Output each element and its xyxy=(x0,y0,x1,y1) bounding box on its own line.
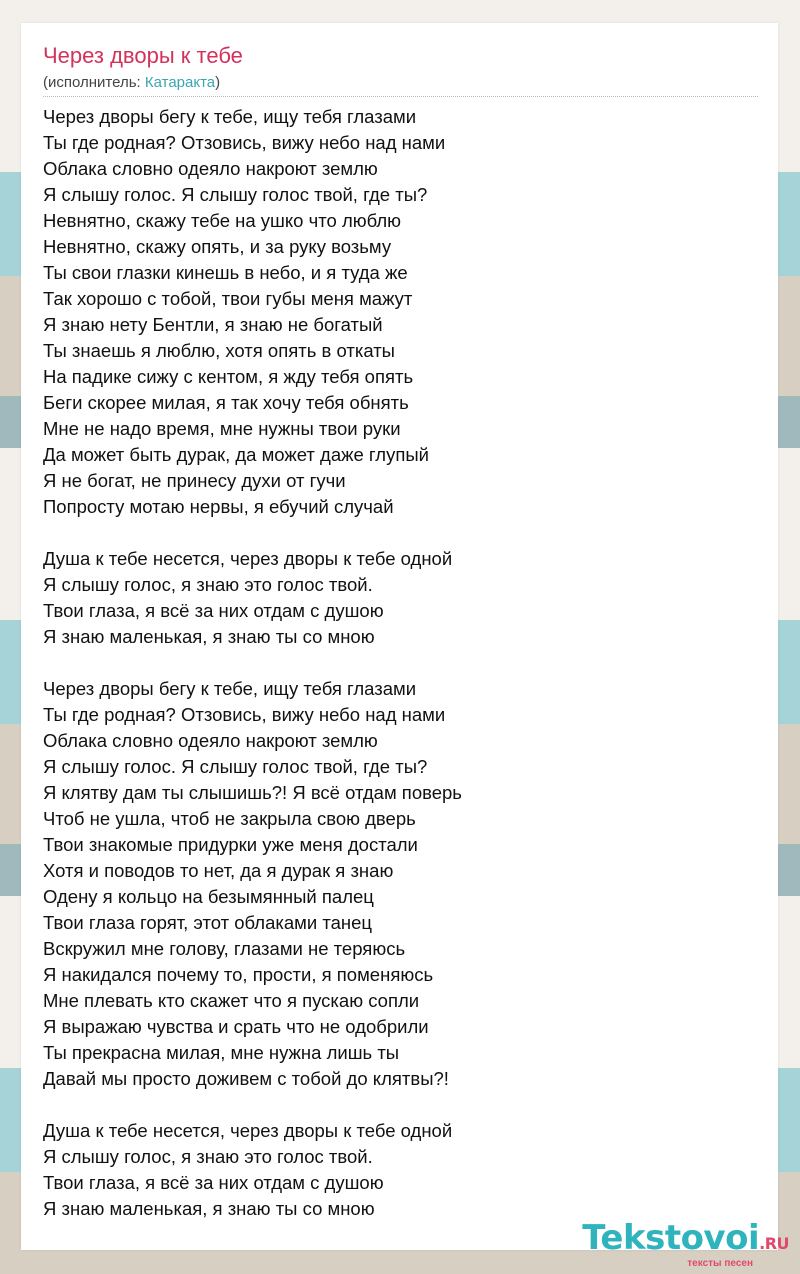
lyric-line: Ты свои глазки кинешь в небо, и я туда же xyxy=(43,262,408,283)
lyric-line: Твои знакомые придурки уже меня достали xyxy=(43,834,418,855)
lyric-line: Через дворы бегу к тебе, ищу тебя глазами xyxy=(43,678,417,699)
lyric-line: Попросту мотаю нервы, я ебучий случай xyxy=(43,496,394,517)
lyric-line: Я накидался почему то, прости, я поменяюсь xyxy=(43,964,434,985)
artist-prefix: (исполнитель: xyxy=(43,74,145,91)
lyric-line: Твои глаза, я всё за них отдам с душою xyxy=(43,600,384,621)
stanza-break xyxy=(43,650,763,676)
artist-suffix: ) xyxy=(215,74,221,91)
lyric-line: Да может быть дурак, да может даже глупый xyxy=(43,444,429,465)
stanza-break xyxy=(43,520,763,546)
lyrics-text xyxy=(43,104,763,1222)
lyric-line: Беги скорее милая, я так хочу тебя обнять xyxy=(43,392,409,413)
logo-name: Tekstovoi xyxy=(582,1218,760,1258)
lyric-line: Я выражаю чувства и срать что не одобрили xyxy=(43,1016,429,1037)
lyric-line: Так хорошо с тобой, твои губы меня мажут xyxy=(43,288,413,309)
site-logo[interactable] xyxy=(582,1218,789,1270)
lyric-line: Одену я кольцо на безымянный палец xyxy=(43,886,374,907)
song-title: Через дворы к тебе xyxy=(43,43,243,68)
logo-tld: .RU xyxy=(759,1234,789,1253)
lyric-line: Твои глаза, я всё за них отдам с душою xyxy=(43,1172,384,1193)
lyric-line: Давай мы просто доживем с тобой до клятвы?! xyxy=(43,1068,449,1089)
lyric-line: Облака словно одеяло накроют землю xyxy=(43,158,378,179)
stanza-break xyxy=(43,1092,763,1118)
lyric-line: Ты где родная? Отзовись, вижу небо над нами xyxy=(43,704,446,725)
title-divider xyxy=(43,96,758,97)
lyric-line: Я слышу голос. Я слышу голос твой, где ты? xyxy=(43,184,428,205)
lyric-line: Я слышу голос, я знаю это голос твой. xyxy=(43,1146,373,1167)
lyric-line: Я слышу голос. Я слышу голос твой, где ты? xyxy=(43,756,428,777)
lyric-line: Мне плевать кто скажет что я пускаю сопли xyxy=(43,990,420,1011)
lyric-line: Душа к тебе несется, через дворы к тебе одной xyxy=(43,1120,453,1141)
lyric-line: Душа к тебе несется, через дворы к тебе одной xyxy=(43,548,453,569)
lyric-line: Хотя и поводов то нет, да я дурак я знаю xyxy=(43,860,394,881)
lyric-line: Ты прекрасна милая, мне нужна лишь ты xyxy=(43,1042,400,1063)
logo-tagline: тексты песен xyxy=(687,1258,753,1269)
lyric-line: Я знаю маленькая, я знаю ты со мною xyxy=(43,626,375,647)
lyric-line: Я знаю маленькая, я знаю ты со мною xyxy=(43,1198,375,1219)
logo-wordmark xyxy=(582,1218,789,1261)
lyric-line: Мне не надо время, мне нужны твои руки xyxy=(43,418,401,439)
lyric-line: Я слышу голос, я знаю это голос твой. xyxy=(43,574,373,595)
lyric-line: Невнятно, скажу опять, и за руку возьму xyxy=(43,236,392,257)
lyrics-card xyxy=(21,23,778,1250)
lyric-line: Твои глаза горят, этот облаками танец xyxy=(43,912,372,933)
lyric-line: Ты знаешь я люблю, хотя опять в откаты xyxy=(43,340,395,361)
lyric-line: Я не богат, не принесу духи от гучи xyxy=(43,470,346,491)
lyric-line: Я знаю нету Бентли, я знаю не богатый xyxy=(43,314,383,335)
lyric-line: Ты где родная? Отзовись, вижу небо над нами xyxy=(43,132,446,153)
lyric-line: Невнятно, скажу тебе на ушко что люблю xyxy=(43,210,402,231)
artist-link[interactable]: Катаракта xyxy=(144,74,216,91)
lyric-line: Я клятву дам ты слышишь?! Я всё отдам поверь xyxy=(43,782,462,803)
lyric-line: Вскружил мне голову, глазами не теряюсь xyxy=(43,938,406,959)
lyric-line: На падике сижу с кентом, я жду тебя опять xyxy=(43,366,414,387)
lyric-line: Через дворы бегу к тебе, ищу тебя глазами xyxy=(43,106,417,127)
artist-line xyxy=(43,74,220,91)
lyric-line: Облака словно одеяло накроют землю xyxy=(43,730,378,751)
lyric-line: Чтоб не ушла, чтоб не закрыла свою дверь xyxy=(43,808,416,829)
